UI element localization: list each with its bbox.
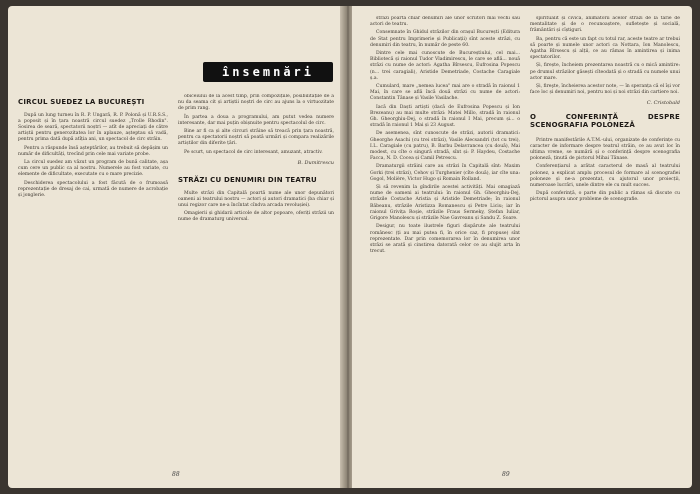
right-page-number: 89 bbox=[502, 471, 510, 478]
paragraph: Pentru a răspunde însă așteptărilor, au trebuit să depășim un număr de dificultăți, trecînd prin cele mai variate probe. bbox=[18, 145, 168, 157]
left-column-2 bbox=[178, 94, 334, 464]
paragraph: Deschiderea spectacolului a fost făcută de o frumoasă reprezentație de dresaj de cai, urmată de numere de acrobație și jonglerie. bbox=[18, 180, 168, 198]
paragraph: obiceiului de la acest timp, prin compozițiile, posibilitățile de a nu da seama cit și artiștii noștri de circ au ajuns la o virtuozitate de prim rang. bbox=[178, 94, 334, 112]
paragraph: Și, fireşte, încheierea acestor note, — în speranța că el își vor face loc și denumiri noi, pentru noi și noi străzi din cartiere noi. bbox=[530, 84, 680, 96]
paragraph: Omagierii și ghidarii articole de altor popoare, oferiți străzii un nume de dramaturg universal. bbox=[178, 211, 334, 223]
paragraph: Dramaturgii străini care au străzi în Capitală sînt: Maxim Gorki (trei străzi), Cehov și Turghenier (cîte două), iar cîte una: Gogol, Molière, Victor Hugo și Romain Rolland. bbox=[370, 164, 520, 182]
paragraph: Multe străzi din Capitală poartă nume ale unor depunători oameni ai teatrului nostru — actori și autori dramatici (ba chiar și unui regizor care ne-a încîntat cîndva arcada revolușiei). bbox=[178, 190, 334, 208]
circus-article-signature: B. Dumitrescu bbox=[297, 159, 334, 166]
circus-article-title: CIRCUL SUEDEZ LA BUCUREȘTI bbox=[18, 98, 145, 106]
paragraph: Dintre cele mai cunoscute de Bucureștiului, cel mai... Bibliotecă și raionul Tudor Vladimirescu, le care se află... nouă străzi cu nume de actori: Agatha Bîrsescu, Eufrosina Popescu (n... trei caragiali), Aristide Demetriade, Costache Caragiale ș.a. bbox=[370, 51, 520, 81]
paragraph: Și, firește, încheiem prezentarea noastră cu o mică amintire: pe drumul străzilor găsești cîteodată și o stradă cu numele unui actor mare. bbox=[530, 63, 680, 81]
right-page bbox=[352, 6, 692, 488]
section-masthead bbox=[203, 62, 333, 82]
right-column-1 bbox=[370, 16, 520, 464]
paragraph: Conferențiarul a arătat caracterul de masă al teatrului polonez, a explicat amplu procesul de formare al scenografiei poloneze și ne-a prezentat, cu ajutorul unor proiecții, numeroase lucrări, unele dintre ele cu mult succes. bbox=[530, 164, 680, 189]
masthead-title: însemnări bbox=[221, 65, 315, 79]
paragraph: La circul suedez am văzut un program de bună calitate, așa cum cere un public ca al nostru. Numerele au fost variate, cu elemente de dificultate, executate cu o mare precizie. bbox=[18, 159, 168, 178]
right-article-signature: C. Cristobald bbox=[646, 100, 680, 107]
conference-article-title: O CONFERINȚĂ DESPRE SCENOGRAFIA POLONEZĂ bbox=[530, 112, 680, 130]
paragraph: Bine ar fi ca și alte circuri străine să treacă prin țara noastră, pentru ca spectatorii noștri să poată urmări și compara realizările artiștilor din diferite țări. bbox=[178, 129, 334, 147]
paragraph: De asemenea, sînt cunoscute de străzi, autorii dramatici: Gheorghe Asachi (cu trei străzi), Vasile Alecsandri (tot cu trei), I.L. Caragiale (cu patru), B. Barbu Delavrancea (cu două), Mai modest, cu cîte o singură stradă, sînt și: P. Haydeu, Costache Facca, N. D. Cocea și Camil Petrescu. bbox=[370, 131, 520, 162]
paragraph: Cumulard, mare „nemea lucea" mai are o stradă în raionul 1 Mai, în care se află încă două străzi cu nume de actori: Constantin Tănase și Vasile Vasilache. bbox=[370, 84, 520, 102]
paragraph: Desigur, nu toate ilustrele figuri dispărute ale teatrului românesc (ți au mai putea fi, în orice caz, fi propuse) sînt reprezentate. Dar prin comemorarea lor în denumirea unor străzi se arată și cinstirea datorată celor ce au slujit arta în trecut. bbox=[370, 224, 520, 255]
paragraph: spiritualit și civică, animatorii acelor străzi de la tărie de mentalitate și de o recunoaștere, sufletește și socială, frământări și cîștiguri. bbox=[530, 16, 680, 34]
paragraph: După un lung turneu în R. P. Ungară, R. P. Polonă și U.R.S.S., a poposit și în țara noastră circul suedez „Trolle Rhodin". Sosirea de seară, spectatorii noștri — atît de apreciați de către artiștii pentru generozitatea lor în aplauze, așteptau să vadă, pentru prima dată după atîția ani, un spectacol de circ străin. bbox=[18, 112, 168, 143]
right-column-2 bbox=[530, 16, 680, 464]
paragraph: După conferință, o parte din public a rămas să discute cu pictorul asupra unor probleme de scenografie. bbox=[530, 191, 680, 203]
streets-article-title: STRĂZI CU DENUMIRI DIN TEATRU bbox=[178, 176, 317, 185]
left-page-number: 88 bbox=[172, 471, 180, 478]
paragraph: În partea a doua a programului, am putut vedea numere interesante, dar mai puțin obișnuite pentru spectacolul de circ. bbox=[178, 114, 334, 126]
paragraph: Ba, pentru că este un fapt cu totul rar, aceste teatre ar trebui să poarte și numele unor actori ca Nottara, Ion Manolescu, Agatha Bîrsescu și alții, ce au rămas în amintirea și inima spectatorilor. bbox=[530, 36, 680, 61]
paragraph: Pe scurt, un spectacol de circ interesant, amuzant, atractiv. bbox=[184, 149, 323, 155]
paragraph: străzi poartă chiar denumiri ale unor scriitori mai vechi sau actori de teatru. bbox=[370, 16, 520, 28]
paragraph: Printre manifestările A.T.M.-ului, organizate de conferințe cu caracter de informare despre teatrul străin, ce au avut loc în ultima vreme, se numără și o conferință despre scenografia poloneză, ținută de pictorul Mihai Tănase. bbox=[530, 137, 680, 162]
left-column-1 bbox=[18, 94, 168, 464]
paragraph: Și să revenim la gîndirile acestei activități. Mai omagiază nume de oameni ai teatrului: în raionul Gh. Gheorghiu-Dej, străzile Costache Aristia și Aristide Demetriade; în raionul Băbeanu, străzile Aristizza Romanescu și Petre Liciu; iar în raionul Grivița Roșie, străzile Fraus Sermeky, Ștefan Iuliar, Grigore Manolescu și străzile Nae Gavreanu și Sandu Z. Soare. bbox=[370, 185, 520, 222]
paragraph: Iacă din Daști artiști (dacă de Eufrosina Popescu și Ion Brezeanu) au mai multe străzi: Matei Millo, stradă în raionul Gh. Gheorghiu-Dej, o stradă în raionul I Mai, precum și... o stradă în raionul 1 Mai și 23 August. bbox=[370, 104, 520, 129]
paragraph: Consemnate în Ghidul străzilor din orașul București (Editura de Stat pentru Imprimerie și Publicații) sînt aceste străzi, cu denumiri din teatru, în număr de peste 60. bbox=[370, 30, 520, 48]
left-page bbox=[8, 6, 344, 488]
